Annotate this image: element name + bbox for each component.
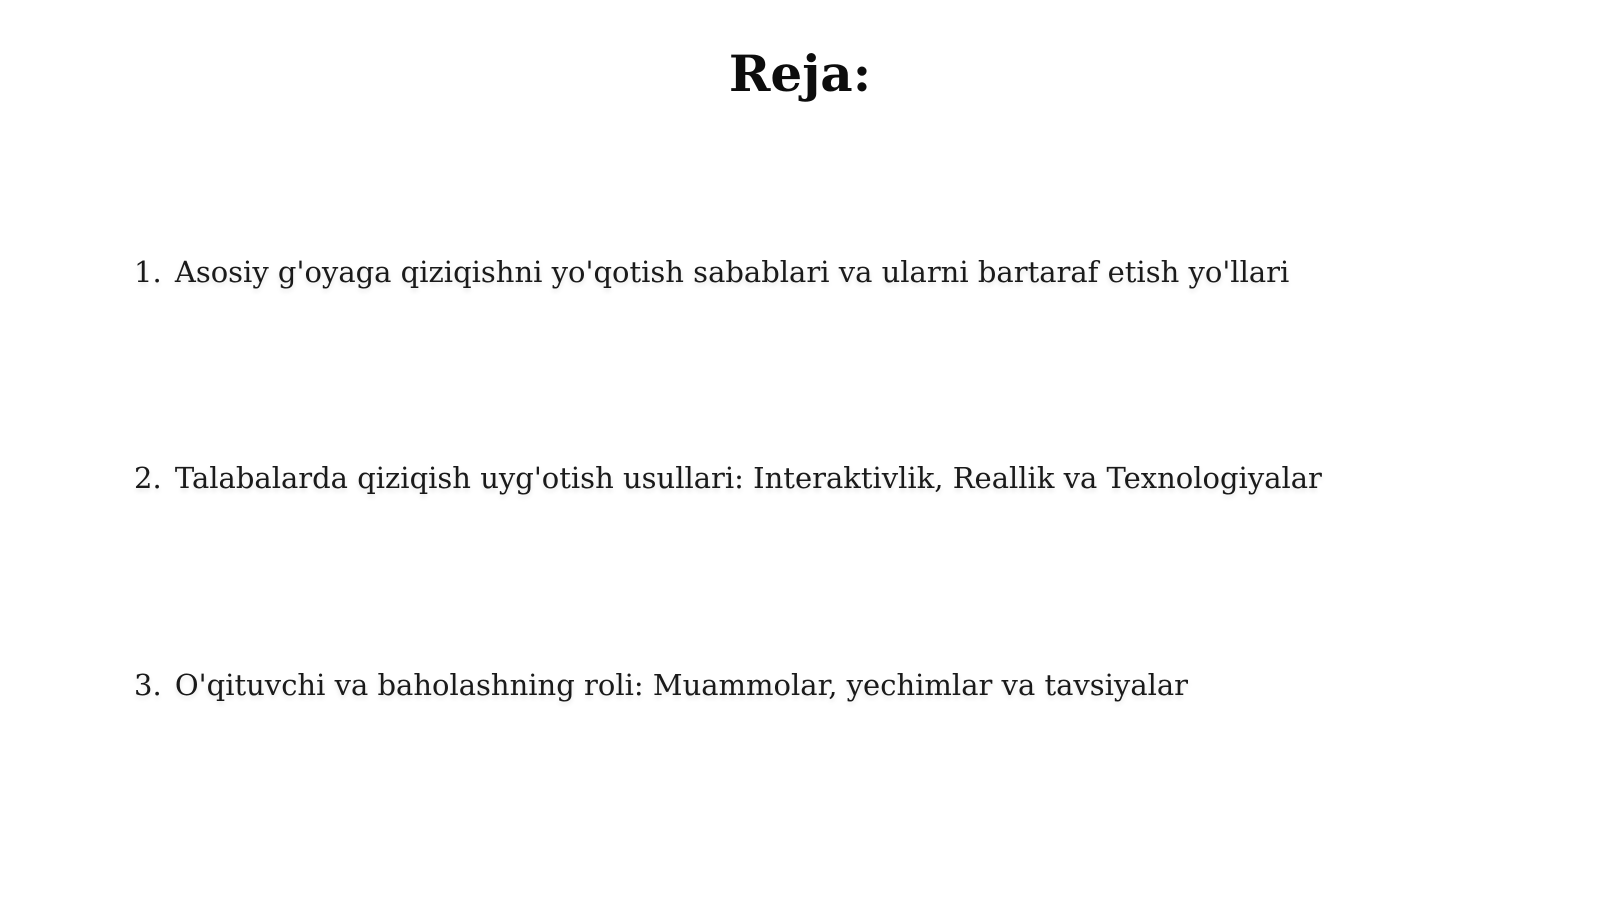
plan-item-number: 2. bbox=[134, 461, 162, 495]
plan-item-text: O'qituvchi va baholashning roli: Muammolar, yechimlar va tavsiyalar bbox=[174, 668, 1189, 702]
plan-item-text: Talabalarda qiziqish uyg'otish usullari: Interaktivlik, Reallik va Texnologiyalar bbox=[174, 461, 1322, 495]
slide-title: Reja: bbox=[728, 44, 872, 103]
plan-item-text: Asosiy g'oyaga qiziqishni yo'qotish sabablari va ularni bartaraf etish yo'llari bbox=[174, 255, 1290, 289]
plan-item-1 bbox=[134, 252, 1289, 292]
plan-item-3 bbox=[134, 665, 1188, 705]
plan-item-number: 1. bbox=[134, 255, 162, 289]
plan-item-2 bbox=[134, 458, 1322, 498]
plan-item-number: 3. bbox=[134, 668, 162, 702]
